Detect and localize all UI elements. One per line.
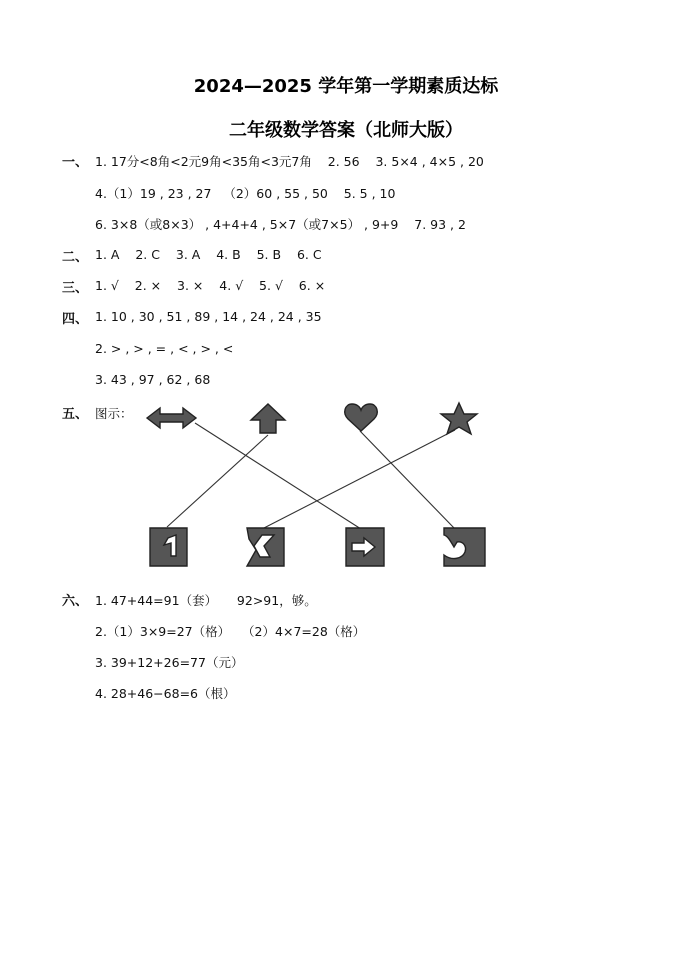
answer-line: 3. 43 , 97 , 62 , 68 [95, 372, 211, 387]
answer-line: 2.（1）3×9=27（格） （2）4×7=28（格） [95, 624, 366, 639]
answer-line: 1. √ 2. × 3. × 4. √ 5. √ 6. × [95, 278, 326, 293]
section-4-label: 四、 [62, 312, 89, 327]
answer-line: 4.（1）19 , 23 , 27 （2）60 , 55 , 50 5. 5 , 10 [95, 186, 396, 201]
square-with-star-cutout-icon [247, 528, 284, 566]
heart-icon [345, 404, 377, 431]
match-line [195, 423, 361, 529]
section-1-label: 一、 [62, 155, 89, 170]
match-line [262, 430, 455, 529]
document-title: 2024—2025 学年第一学期素质达标 [193, 76, 499, 97]
star-icon [441, 403, 477, 434]
answer-line: 1. 17分<8角<2元9角<35角<3元7角 2. 56 3. 5×4 , 4×5 , 20 [95, 154, 484, 169]
answer-line: 3. 39+12+26=77（元） [95, 655, 244, 670]
section-3-label: 三、 [62, 281, 89, 296]
match-line [167, 435, 268, 527]
answer-line: 2. > , > , = , < , > , < [95, 341, 234, 356]
answer-line: 1. 10 , 30 , 51 , 89 , 14 , 24 , 24 , 35 [95, 309, 322, 324]
section-2-label: 二、 [62, 250, 89, 265]
section-6-label: 六、 [62, 594, 89, 609]
matching-lines [167, 423, 455, 529]
up-arrow-icon [251, 404, 285, 433]
shape-matching-figure [0, 395, 692, 580]
figure-caption: 图示： [95, 406, 133, 421]
square-with-arrow-cutout-icon [346, 528, 384, 566]
section-5-label: 五、 [62, 407, 89, 422]
match-line [360, 431, 455, 529]
square-with-heart-cutout-icon [444, 528, 485, 566]
answer-line: 1. 47+44=91（套） 92>91，够。 [95, 593, 317, 608]
square-with-up-arrow-cutout-icon [150, 528, 187, 566]
answer-line: 4. 28+46−68=6（根） [95, 686, 236, 701]
answer-line: 1. A 2. C 3. A 4. B 5. B 6. C [95, 247, 322, 262]
document-subtitle: 二年级数学答案（北师大版） [229, 120, 463, 141]
answer-line: 6. 3×8（或8×3） , 4+4+4 , 5×7（或7×5） , 9+9 7. 93 , 2 [95, 217, 466, 232]
double-arrow-icon [147, 408, 196, 428]
